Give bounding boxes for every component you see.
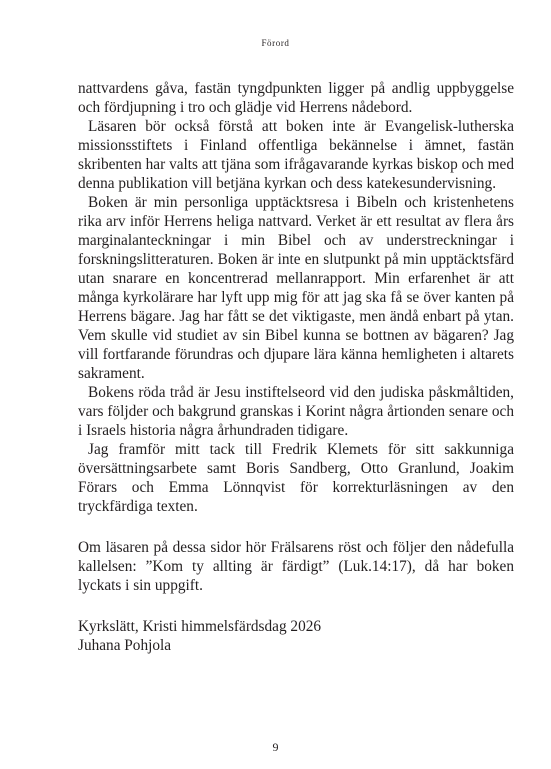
paragraph-confession-note: Läsaren bör också förstå att boken inte är Evangelisk-lutherska missionsstiftets i Finland offentliga bekännelse i ämnet, fastän skribenten har valts att tjäna som ifrågavarande kyrkas biskop och med denna publikation vill betjäna kyrkan och dess katekesundervisning. [78, 118, 514, 192]
author-signature: Juhana Pohjola [78, 637, 172, 654]
running-title: Förord [261, 38, 290, 48]
paragraph-acknowledgements: Jag framför mitt tack till Fredrik Klemets för sitt sakkunniga översättningsarbete samt Boris Sandberg, Otto Granlund, Joakim Förars och Emma Lönnqvist för korrekturläsningen av den tryckfärdiga texten. [78, 441, 514, 515]
body-text [78, 79, 514, 655]
place-date-line: Kyrkslätt, Kristi himmelsfärdsdag 2026 [78, 618, 322, 635]
page-number-value: 9 [272, 740, 279, 754]
page-number [0, 740, 551, 755]
section-spacer [78, 595, 514, 617]
paragraph-closing: Om läsaren på dessa sidor hör Frälsarens röst och följer den nådefulla kallelsen: ”Kom ty allting är färdigt” (Luk.14:17), då har boken lyckats i sin uppgift. [78, 539, 514, 594]
paragraph-red-thread: Bokens röda tråd är Jesu instiftelseord vid den judiska påskmåltiden, vars följder och bakgrund granskas i Korint några årtionden senare och i Israels historia några århundraden tidigare. [78, 384, 514, 439]
paragraph-continuation: nattvardens gåva, fastän tyngdpunkten ligger på andlig uppbyggelse och fördjupning i tro och glädje vid Herrens nådebord. [78, 80, 514, 116]
paragraph-discovery-journey: Boken är min personliga upptäcktsresa i Bibeln och kristenhetens rika arv inför Herrens heliga nattvard. Verket är ett resultat av flera års marginalanteckningar i min Bibel och av understreckningar i forskningslitteraturen. Boken är inte en slutpunkt på min upptäcktsfärd utan snarare en koncentrerad mellanrapport. Min erfarenhet är att många kyrkolärare har lyft upp mig för att jag ska få se över kanten på Herrens bägare. Jag har fått se det viktigaste, men ändå enbart på ytan. Vem skulle vid studiet av sin Bibel kunna se bottnen av bägaren? Jag vill fortfarande förundras och djupare lära känna hemligheten i altarets sakrament. [78, 194, 514, 382]
running-header [0, 38, 551, 48]
section-spacer [78, 516, 514, 538]
